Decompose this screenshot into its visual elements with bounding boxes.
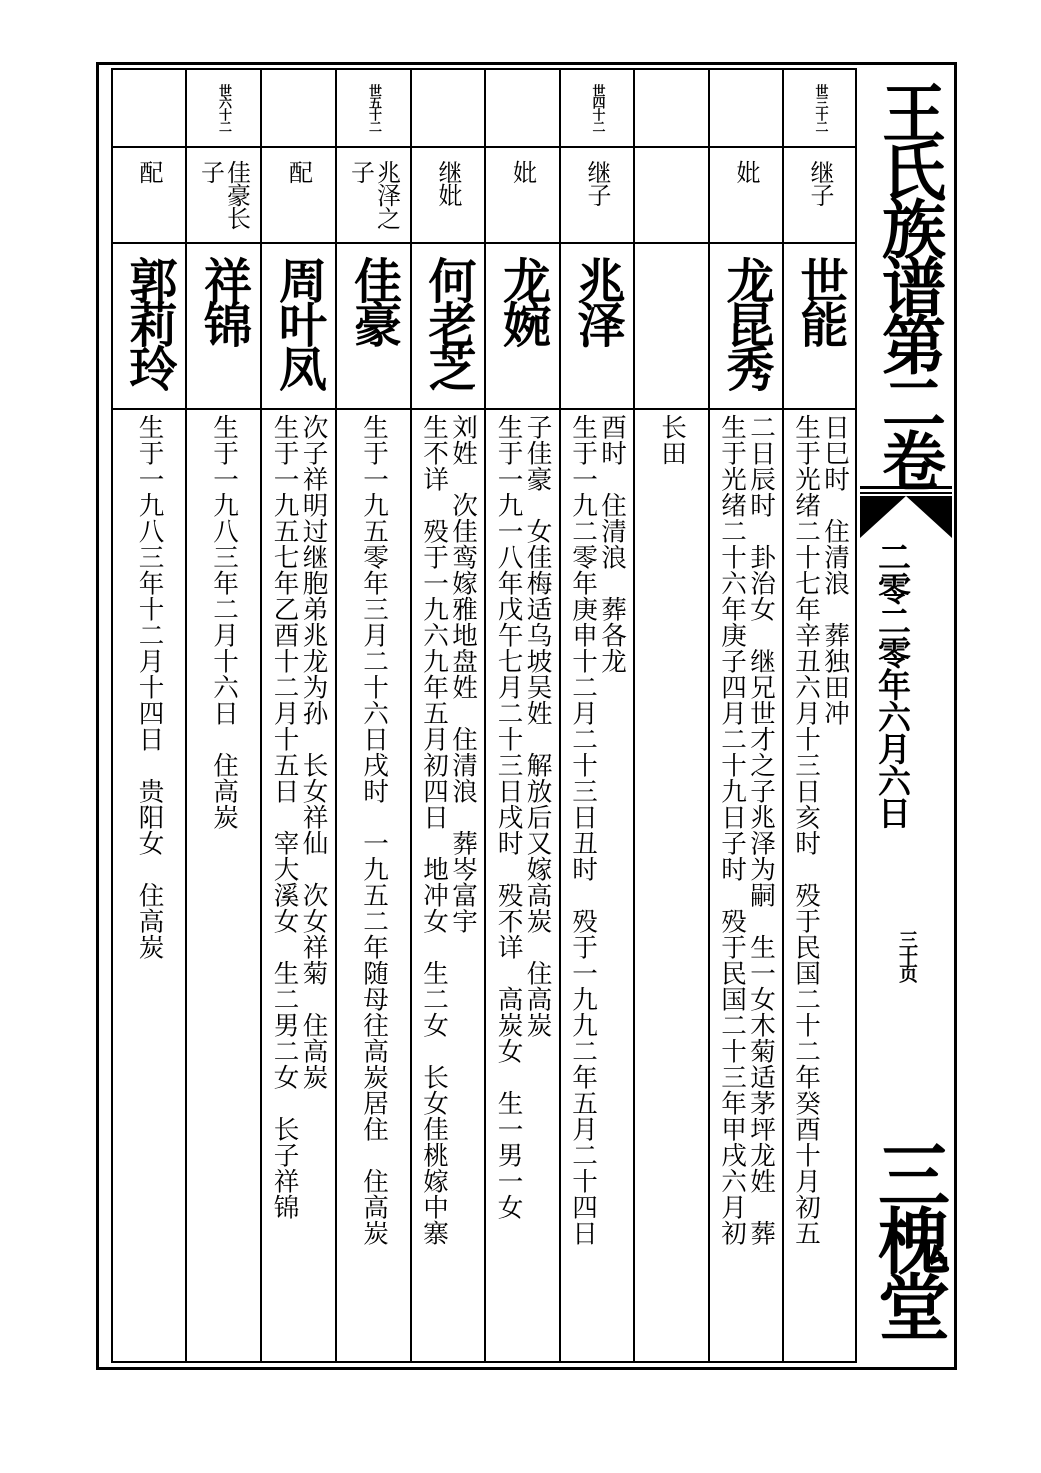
person-details: 生于一九八三年十二月十四日 贵阳女 住高炭 xyxy=(134,414,165,960)
relation-label: 兆泽之子 xyxy=(346,160,401,229)
relation-label: 配 xyxy=(284,160,313,183)
person-details: 生于一九二零年庚申十二月二十三日丑时 殁于一九九二年五月二十四日 酉时 住清浪 葬各龙 xyxy=(568,414,627,1246)
person-details: 生于光绪二十六年庚子四月二十九日子时 殁于民国二十三年甲戌六月初 二日辰时 卦治女 继兄世才之子兆泽为嗣 生一女木菊适茅坪龙姓 葬 xyxy=(717,414,776,1246)
relation-label: 继子 xyxy=(583,160,611,206)
person-name: 龙昆秀 xyxy=(718,256,774,388)
person-details: 长田 xyxy=(657,414,687,466)
person-details: 生于一九一八年戊午七月二十三日戌时 殁不详 高炭女 生一男一女 子佳豪 女佳梅适乌坡吴姓 解放后又嫁高炭 住高炭 xyxy=(493,414,553,1220)
person-name: 何老芝 xyxy=(420,256,476,388)
relation-label: 妣 xyxy=(732,160,760,183)
relation-label: 配 xyxy=(135,160,163,183)
person-name: 周叶凤 xyxy=(270,256,327,388)
person-details: 生于一九八三年二月十六日 住高炭 xyxy=(209,414,239,830)
generation-label: 世五十二 xyxy=(366,84,381,132)
page-number: 三十页 xyxy=(896,930,918,981)
person-details: 生于光绪二十七年辛丑六月十三日亥时 殁于民国二十二年癸酉十月初五 日巳时 住清浪 葬独田冲 xyxy=(791,414,850,1246)
relation-label: 佳豪长子 xyxy=(196,160,251,229)
person-name: 郭莉玲 xyxy=(121,256,177,388)
relation-label: 继子 xyxy=(806,160,834,206)
generation-label: 世四十二 xyxy=(589,84,605,132)
person-name: 龙婉 xyxy=(494,256,551,344)
person-name: 世能 xyxy=(792,256,848,344)
person-name: 佳豪 xyxy=(345,256,402,344)
person-name: 祥锦 xyxy=(195,256,252,344)
fishtail-banner-icon xyxy=(860,486,952,542)
compile-date: 二零二零年六月六日 xyxy=(873,540,912,828)
person-name: 兆泽 xyxy=(569,256,625,344)
person-details: 生于一九五零年三月二十六日戌时 一九五二年随母往高炭居住 住高炭 xyxy=(359,414,389,1246)
hall-name: 三槐堂 xyxy=(866,1138,951,1336)
person-details: 生于一九五七年乙酉十二月十五日 宰大溪女 生二男二女 长子祥锦 次子祥明过继胞弟兆龙为孙 长女祥仙 次女祥菊 住高炭 xyxy=(269,414,329,1220)
book-title: 王氏族谱第二卷 xyxy=(871,80,946,486)
relation-label: 妣 xyxy=(508,160,537,183)
generation-label: 世三十二 xyxy=(812,84,828,132)
generation-label: 世六十二 xyxy=(216,84,231,132)
relation-label: 继妣 xyxy=(434,160,462,206)
person-details: 生不详 殁于一九六九年五月初四日 地冲女 生二女 长女佳桃嫁中寨 刘姓 次佳鸾嫁雅地盘姓 住清浪 葬岑富宇 xyxy=(419,414,478,1246)
